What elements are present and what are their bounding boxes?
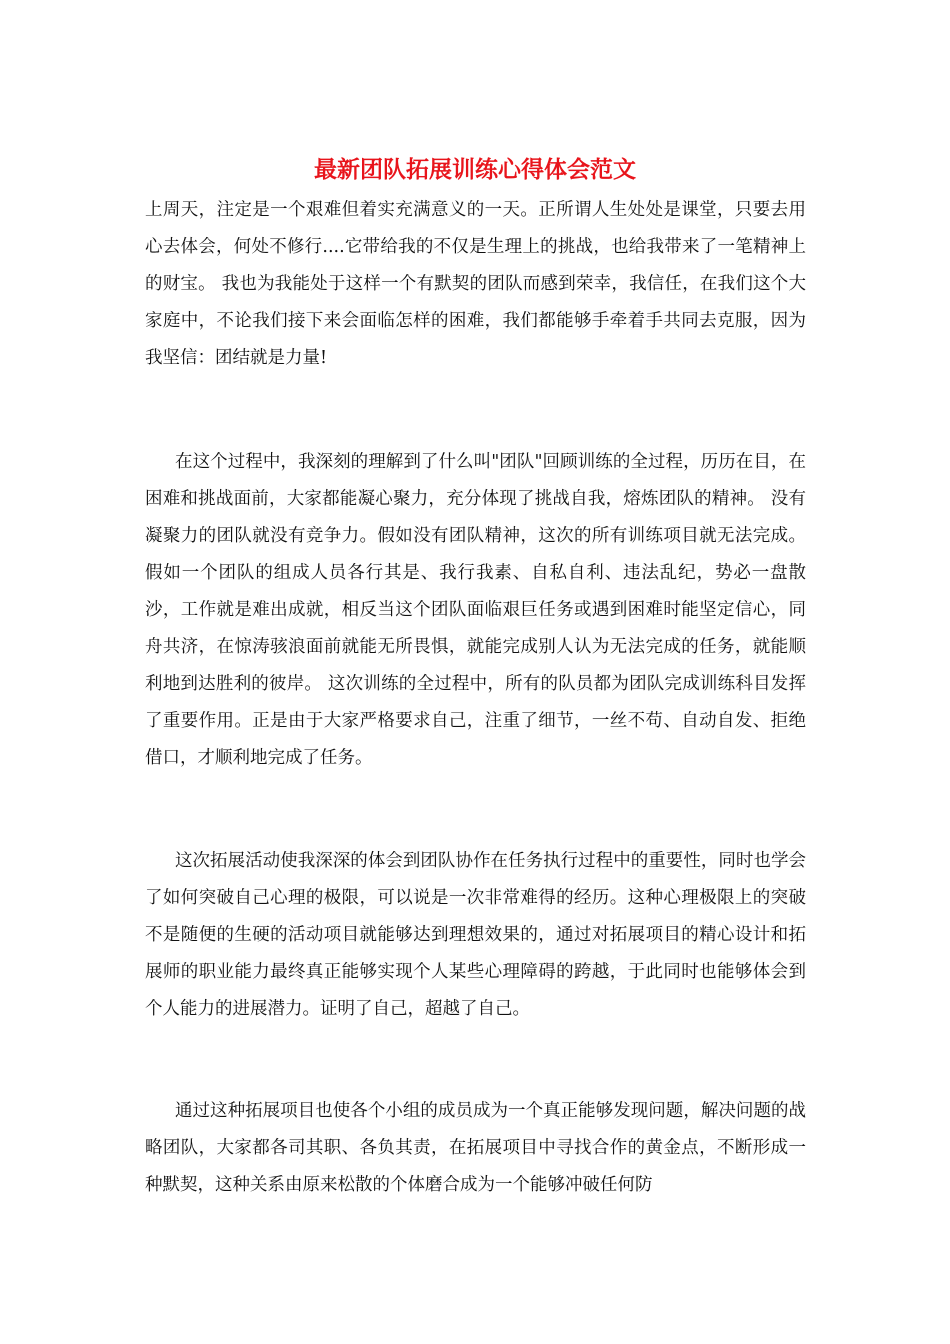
paragraph-2: 在这个过程中，我深刻的理解到了什么叫"团队"回顾训练的全过程，历历在目，在困难和挑战面前，大家都能凝心聚力，充分体现了挑战自我，熔炼团队的精神。 没有凝聚力的团队就没有竞争力。假如没有团队精神，这次的所有训练项目就无法完成。假如一个团队的组成人员各行其是、我行我素、自私自利、违法乱纪，势必一盘散沙，工作就是难出成就，相反当这个团队面临艰巨任务或遇到困难时能坚定信心，同舟共济，在惊涛骇浪面前就能无所畏惧，就能完成别人认为无法完成的任务，就能顺利地到达胜利的彼岸。 这次训练的全过程中，所有的队员都为团队完成训练科目发挥了重要作用。正是由于大家严格要求自己，注重了细节，一丝不苟、自动自发、拒绝借口，才顺利地完成了任务。 [145, 452, 806, 768]
paragraph-4: 通过这种拓展项目也使各个小组的成员成为一个真正能够发现问题，解决问题的战略团队，大家都各司其职、各负其责，在拓展项目中寻找合作的黄金点，不断形成一种默契，这种关系由原来松散的个体磨合成为一个能够冲破任何防 [145, 1101, 806, 1195]
paragraph-3: 这次拓展活动使我深深的体会到团队协作在任务执行过程中的重要性，同时也学会了如何突破自己心理的极限，可以说是一次非常难得的经历。这种心理极限上的突破不是随便的生硬的活动项目就能够达到理想效果的，通过对拓展项目的精心设计和拓展师的职业能力最终真正能够实现个人某些心理障碍的跨越，于此同时也能够体会到个人能力的进展潜力。证明了自己，超越了自己。 [145, 851, 806, 1019]
paragraph-1: 上周天，注定是一个艰难但着实充满意义的一天。正所谓人生处处是课堂，只要去用心去体会，何处不修行....它带给我的不仅是生理上的挑战，也给我带来了一笔精神上的财宝。 我也为我能处于这样一个有默契的团队而感到荣幸，我信任，在我们这个大家庭中，不论我们接下来会面临怎样的困难，我们都能够手牵着手共同去克服，因为我坚信：团结就是力量! [145, 200, 806, 368]
document-title: 最新团队拓展训练心得体会范文 [314, 156, 636, 183]
